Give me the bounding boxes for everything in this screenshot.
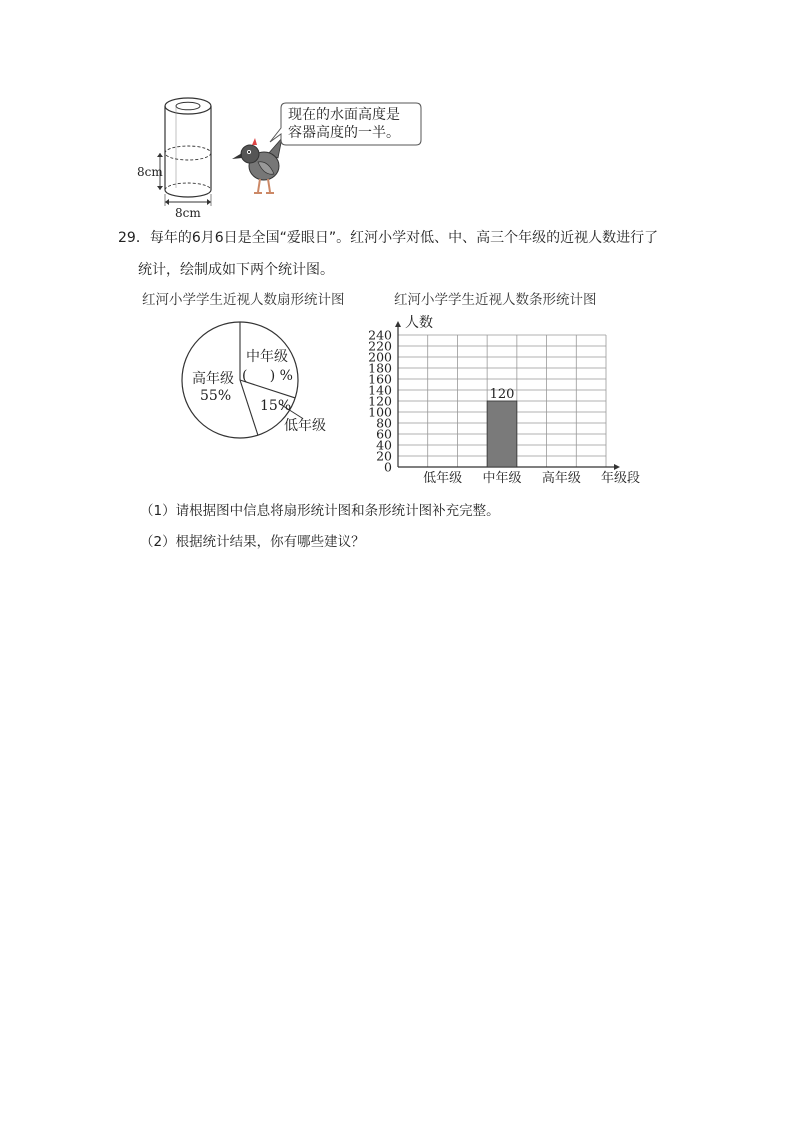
bar-ytick-label: 40 — [376, 437, 392, 453]
bar-xlabel: 年级段 — [601, 471, 641, 486]
bar-ytick-label: 140 — [368, 382, 392, 398]
bar-chart-title: 红河小学学生近视人数条形统计图 — [394, 292, 597, 308]
bar-category-label: 中年级 — [482, 471, 522, 486]
question-line-2: 统计，绘制成如下两个统计图。 — [138, 262, 334, 278]
pie-pct-mid: ( ) % — [242, 368, 293, 384]
bar-ylabel: 人数 — [405, 315, 433, 331]
pie-chart-title: 红河小学学生近视人数扇形统计图 — [142, 292, 345, 308]
bar-ytick-label: 60 — [376, 426, 392, 442]
bar-ytick-label: 20 — [376, 448, 392, 464]
question-line-1 — [118, 228, 658, 248]
cylinder-diameter-label: 8cm — [175, 206, 201, 220]
bar-ytick-label: 200 — [368, 349, 392, 365]
sub-question-2: （2）根据统计结果，你有哪些建议？ — [140, 534, 365, 550]
bar-chart — [360, 310, 660, 490]
pie-label-low: 低年级 — [284, 418, 326, 434]
pie-pct-high: 55% — [200, 388, 232, 404]
pie-chart — [170, 316, 350, 446]
question-number: 29． — [118, 230, 150, 246]
bar-ytick-label: 120 — [368, 393, 392, 409]
bar-ytick-label: 100 — [368, 404, 392, 420]
bar-ytick-label: 0 — [384, 459, 392, 475]
bar-x-axis-arrow — [614, 464, 620, 470]
question-text-1: 每年的6月6日是全国“爱眼日”。红河小学对低、中、高三个年级的近视人数进行了 — [149, 230, 659, 246]
bar-ytick-label: 80 — [376, 415, 392, 431]
bar-ytick-label: 220 — [368, 338, 392, 354]
bubble-line-1: 现在的水面高度是 — [288, 107, 400, 123]
sub-question-1: （1）请根据图中信息将扇形统计图和条形统计图补充完整。 — [140, 503, 500, 519]
pie-label-mid: 中年级 — [246, 349, 288, 365]
bar-category-label: 低年级 — [423, 471, 463, 486]
bar-ytick-label: 240 — [368, 327, 392, 343]
bar-y-axis-arrow — [395, 321, 401, 327]
bar-中年级 — [487, 401, 517, 467]
bar-ytick-label: 180 — [368, 360, 392, 376]
cylinder-figure — [130, 92, 230, 222]
cylinder-height-label: 8cm — [137, 165, 163, 179]
bubble-line-2: 容器高度的一半。 — [288, 125, 400, 141]
bar-ytick-label: 160 — [368, 371, 392, 387]
bar-value-label: 120 — [489, 387, 515, 402]
pie-label-high: 高年级 — [192, 371, 234, 387]
bar-category-label: 高年级 — [541, 471, 581, 486]
pie-pct-low: 15% — [260, 398, 292, 414]
